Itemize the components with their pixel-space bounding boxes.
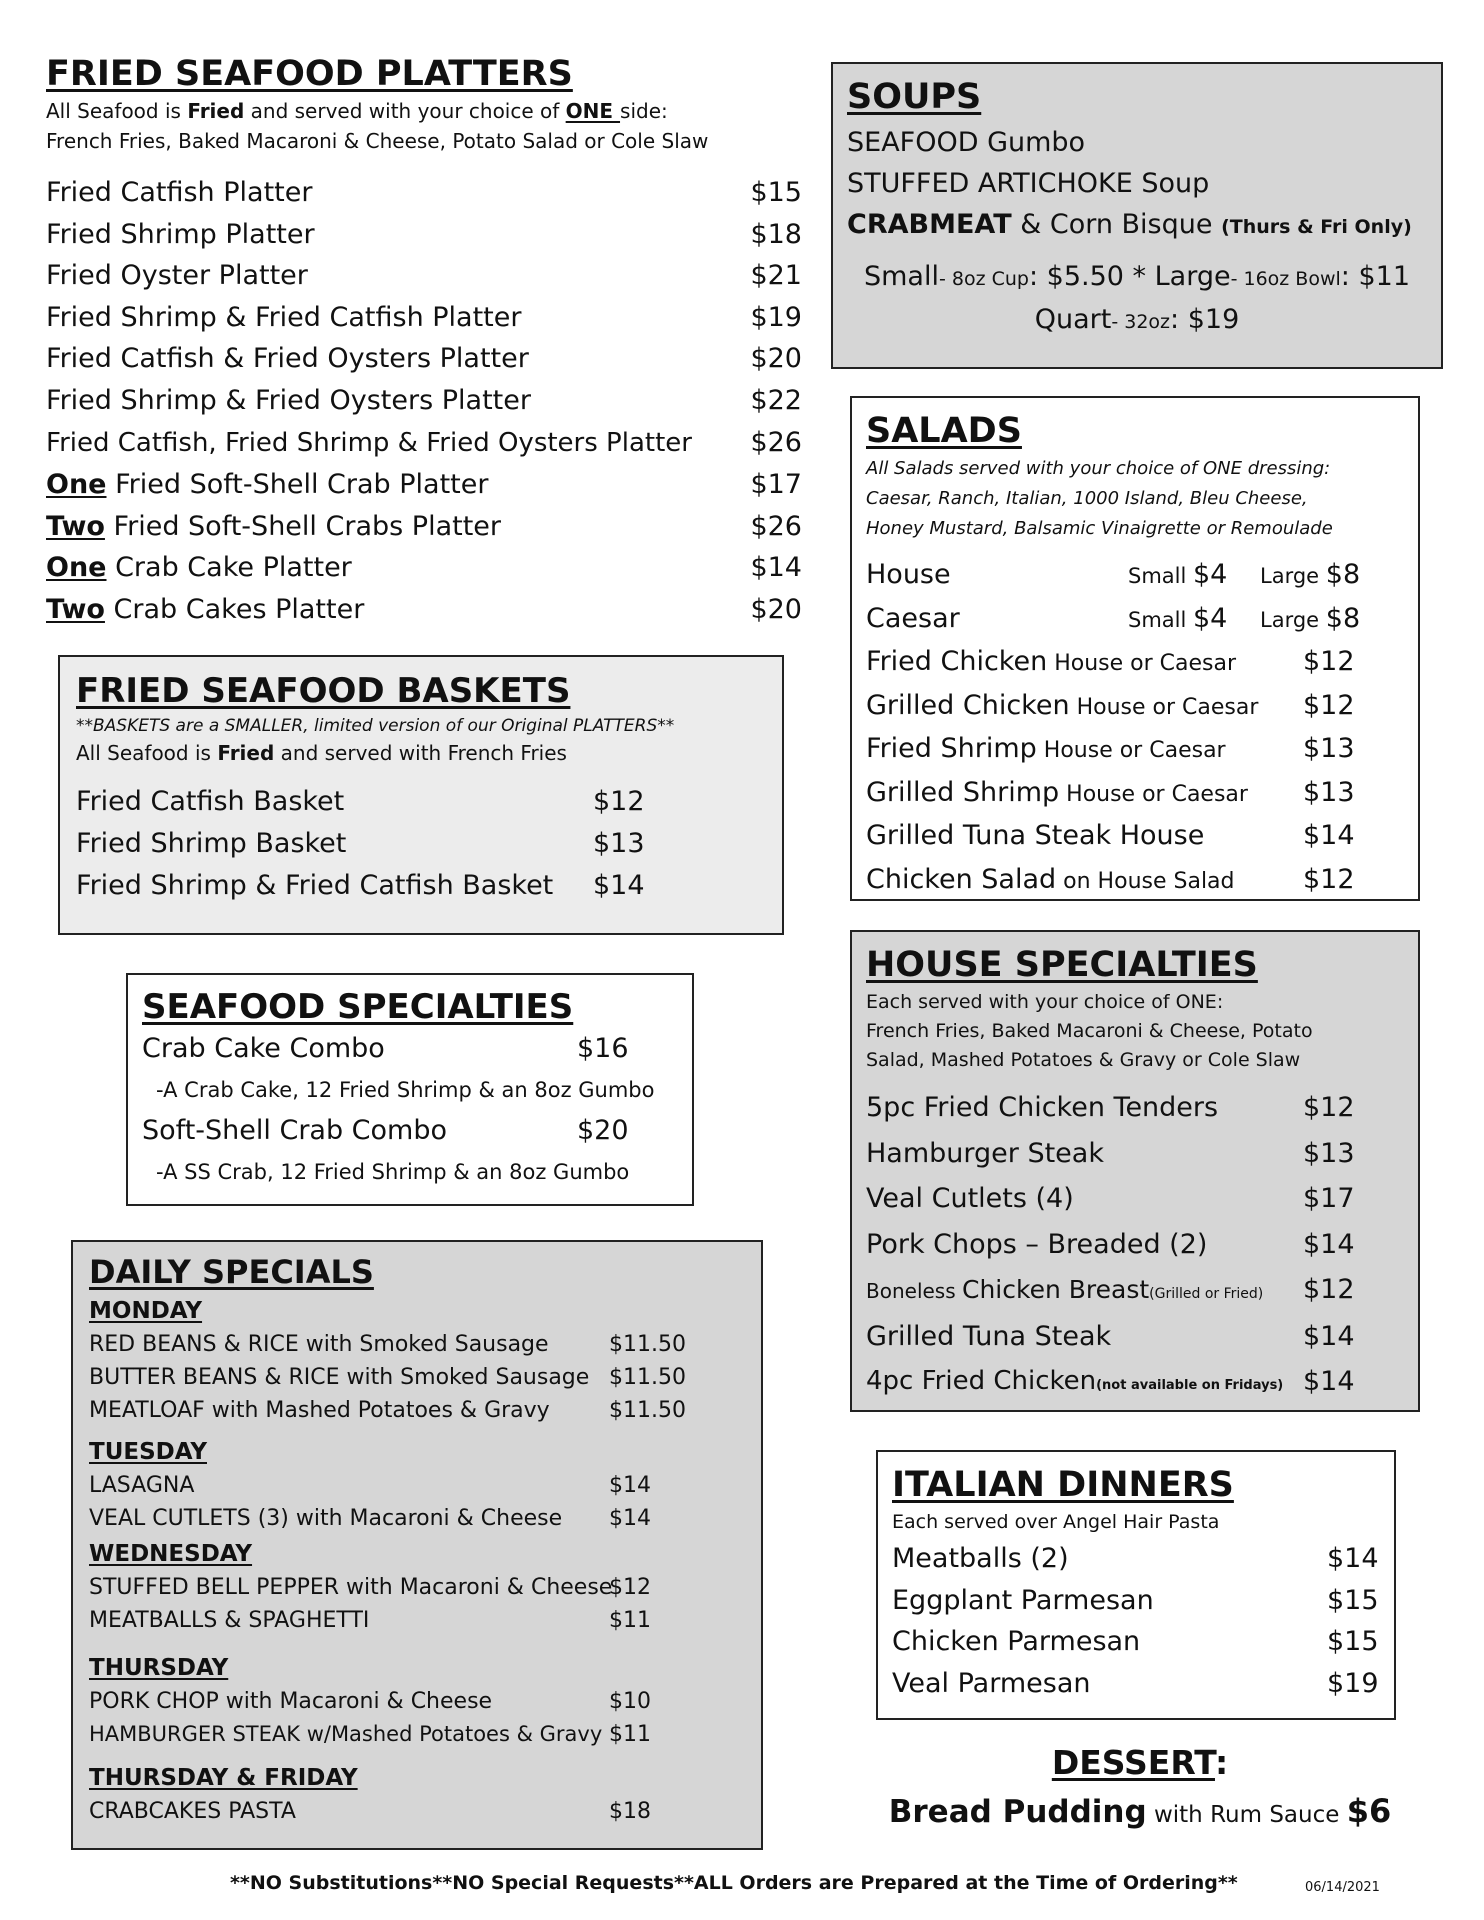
salad-item: Caesar Small $4 Large $8 (866, 602, 1361, 634)
house-item: Boneless Chicken Breast(Grilled or Fried) $12 (866, 1274, 1355, 1305)
dessert-item: Bread Pudding with Rum Sauce $6 (888, 1792, 1392, 1830)
soup-sizes: Small- 8oz Cup: $5.50 * Large- 16oz Bowl: $11 (863, 261, 1410, 292)
house-title: HOUSE SPECIALTIES (866, 945, 1258, 985)
house-item: Grilled Tuna Steak $14 (866, 1320, 1355, 1352)
soup-item: SEAFOOD Gumbo (847, 127, 1086, 158)
soup-item: CRABMEAT & Corn Bisque (Thurs & Fri Only) (847, 209, 1412, 240)
house-desc: Each served with your choice of ONE: (866, 991, 1224, 1013)
house-desc: French Fries, Baked Macaroni & Cheese, Potato (866, 1020, 1313, 1042)
daily-item: RED BEANS & RICE with Smoked Sausage $11.50 (89, 1332, 686, 1357)
salad-item: Chicken Salad on House Salad $12 (866, 863, 1355, 895)
specialty-item: Soft-Shell Crab Combo $20 (142, 1115, 629, 1146)
daily-item: VEAL CUTLETS (3) with Macaroni & Cheese $14 (89, 1506, 651, 1531)
soups-title: SOUPS (847, 77, 982, 117)
salad-item: Grilled Chicken House or Caesar $12 (866, 689, 1355, 721)
house-item: Pork Chops – Breaded (2) $14 (866, 1228, 1355, 1260)
soups-section (831, 62, 1443, 369)
baskets-note: **BASKETS are a SMALLER, limited version of our Original PLATTERS** (76, 716, 675, 736)
daily-day: WEDNESDAY STUFFED BELL PEPPER with Macaroni & Cheese $12 MEATBALLS & SPAGHETTI $11 (89, 1537, 745, 1637)
footer-date: 06/14/2021 (1305, 1880, 1380, 1895)
platters-section (46, 52, 802, 631)
platter-item: Two Crab Cakes Platter $20 (46, 593, 802, 625)
daily-item: LASAGNA $14 (89, 1473, 651, 1498)
italian-item: Meatballs (2) $14 (892, 1543, 1379, 1574)
house-list (866, 1087, 1404, 1407)
baskets-desc: All Seafood is Fried and served with French Fries (76, 741, 567, 765)
italian-title: ITALIAN DINNERS (892, 1465, 1234, 1505)
italian-item: Veal Parmesan $19 (892, 1667, 1379, 1699)
daily-item: PORK CHOP with Macaroni & Cheese $10 (89, 1689, 651, 1714)
daily-item: CRABCAKES PASTA $18 (89, 1799, 651, 1824)
soup-quart: Quart- 32oz: $19 (1034, 304, 1240, 335)
house-item: 5pc Fried Chicken Tenders $12 (866, 1092, 1355, 1123)
baskets-title: FRIED SEAFOOD BASKETS (76, 671, 571, 711)
daily-item: STUFFED BELL PEPPER with Macaroni & Cheese $12 (89, 1575, 651, 1600)
italian-desc: Each served over Angel Hair Pasta (892, 1511, 1220, 1533)
salad-item: Fried Shrimp House or Caesar $13 (866, 733, 1355, 764)
platter-item: Fried Shrimp & Fried Catfish Platter $19 (46, 301, 802, 333)
italian-section (876, 1450, 1396, 1720)
salads-section (850, 396, 1420, 901)
platter-item: Fried Catfish Platter $15 (46, 177, 802, 208)
daily-item: BUTTER BEANS & RICE with Smoked Sausage $11.50 (89, 1365, 686, 1390)
platters-list (46, 172, 802, 631)
dessert-section (860, 1740, 1420, 1840)
platter-item: Fried Shrimp & Fried Oysters Platter $22 (46, 384, 802, 416)
dessert-title: DESSERT: (1051, 1743, 1229, 1782)
salad-item: Grilled Tuna Steak House $14 (866, 820, 1355, 851)
platter-item: Fried Catfish, Fried Shrimp & Fried Oysters Platter $26 (46, 426, 802, 458)
salads-desc: All Salads served with your choice of ONE dressing: (866, 458, 1331, 479)
salad-item: House Small $4 Large $8 (866, 559, 1361, 590)
daily-item: MEATBALLS & SPAGHETTI $11 (89, 1608, 651, 1633)
platters-title: FRIED SEAFOOD PLATTERS (46, 54, 573, 94)
daily-section (71, 1240, 763, 1850)
salad-item: Fried Chicken House or Caesar $12 (866, 646, 1355, 677)
platter-item: Fried Shrimp Platter $18 (46, 218, 802, 250)
baskets-list (76, 781, 648, 907)
daily-item: HAMBURGER STEAK w/Mashed Potatoes & Gravy $11 (89, 1722, 651, 1747)
daily-day: THURSDAY & FRIDAY CRABCAKES PASTA $18 (89, 1761, 745, 1828)
platter-item: One Fried Soft-Shell Crab Platter $17 (46, 469, 802, 501)
platter-item: Fried Oyster Platter $21 (46, 260, 802, 292)
daily-title: DAILY SPECIALS (89, 1253, 374, 1291)
basket-item: Fried Shrimp Basket $13 (76, 828, 645, 859)
salads-title: SALADS (866, 411, 1022, 451)
footer-note: **NO Substitutions**NO Special Requests**ALL Orders are Prepared at the Time of Ordering** (230, 1872, 1238, 1894)
specialty-desc: -A SS Crab, 12 Fried Shrimp & an 8oz Gumbo (156, 1160, 630, 1184)
platters-desc-2: French Fries, Baked Macaroni & Cheese, Potato Salad or Cole Slaw (46, 129, 709, 153)
salads-desc: Caesar, Ranch, Italian, 1000 Island, Bleu Cheese, (866, 488, 1308, 509)
daily-day: TUESDAY LASAGNA $14 VEAL CUTLETS (3) with Macaroni & Cheese $14 (89, 1435, 745, 1535)
basket-item: Fried Catfish Basket $12 (76, 786, 645, 817)
specialties-title: SEAFOOD SPECIALTIES (142, 987, 574, 1027)
specialties-section (126, 973, 694, 1206)
house-item: Veal Cutlets (4) $17 (866, 1183, 1355, 1214)
salad-item: Grilled Shrimp House or Caesar $13 (866, 776, 1355, 808)
daily-item: MEATLOAF with Mashed Potatoes & Gravy $11.50 (89, 1398, 686, 1423)
house-desc: Salad, Mashed Potatoes & Gravy or Cole Slaw (866, 1049, 1301, 1071)
house-section (850, 930, 1420, 1412)
daily-day: THURSDAY PORK CHOP with Macaroni & Cheese $10 HAMBURGER STEAK w/Mashed Potatoes & Gravy $11 (89, 1651, 745, 1751)
italian-item: Eggplant Parmesan $15 (892, 1584, 1379, 1616)
italian-list (892, 1538, 1380, 1704)
platter-item: Two Fried Soft-Shell Crabs Platter $26 (46, 510, 802, 542)
daily-day: MONDAY RED BEANS & RICE with Smoked Sausage $11.50 BUTTER BEANS & RICE with Smoked Sausage $11.50 MEATLOAF with Mashed Potatoes & Gravy $11.50 (89, 1294, 745, 1427)
platters-desc-1: All Seafood is Fried and served with your choice of ONE side: (46, 99, 668, 123)
soup-item: STUFFED ARTICHOKE Soup (847, 168, 1210, 199)
house-item: Hamburger Steak $13 (866, 1137, 1355, 1169)
house-item: 4pc Fried Chicken(not available on Fridays) $14 (866, 1366, 1355, 1397)
specialty-item: Crab Cake Combo $16 (142, 1033, 629, 1064)
salads-list (866, 554, 1404, 902)
salads-desc: Honey Mustard, Balsamic Vinaigrette or Remoulade (866, 518, 1333, 539)
italian-item: Chicken Parmesan $15 (892, 1626, 1379, 1657)
baskets-section (58, 655, 784, 935)
platter-item: One Crab Cake Platter $14 (46, 552, 802, 584)
basket-item: Fried Shrimp & Fried Catfish Basket $14 (76, 870, 645, 901)
specialty-desc: -A Crab Cake, 12 Fried Shrimp & an 8oz Gumbo (156, 1078, 655, 1102)
platter-item: Fried Catfish & Fried Oysters Platter $20 (46, 343, 802, 375)
